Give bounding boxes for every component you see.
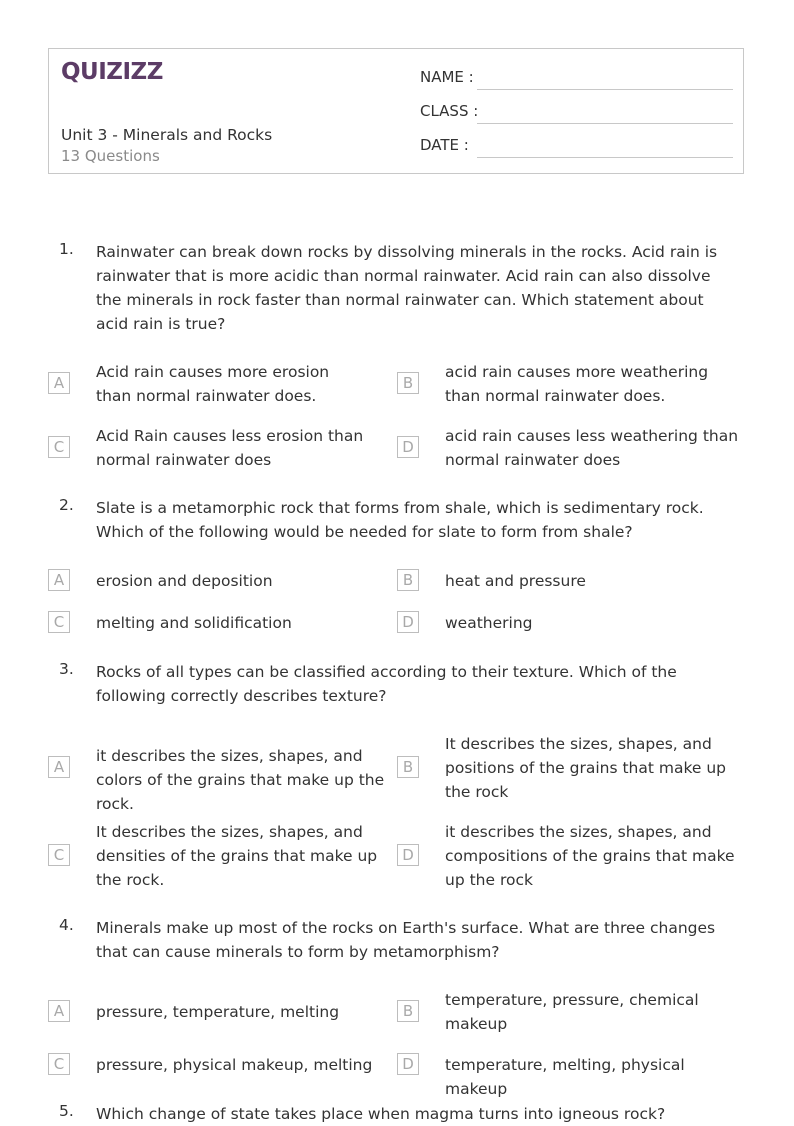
- option-letter-box: B: [397, 1000, 419, 1022]
- option-text: Acid rain causes more erosion than normal rainwater does.: [96, 363, 330, 405]
- class-label: CLASS :: [420, 102, 479, 120]
- worksheet-title: Unit 3 - Minerals and Rocks: [61, 126, 273, 144]
- question-text: Minerals make up most of the rocks on Earth's surface. What are three changes that can cause minerals to form by metamorphism?: [96, 919, 716, 961]
- question-number: 4.: [59, 916, 74, 934]
- option-letter-box: C: [48, 844, 70, 866]
- option-text: acid rain causes less weathering than normal rainwater does: [445, 427, 739, 469]
- option-text: temperature, pressure, chemical makeup: [445, 991, 699, 1033]
- question-number: 1.: [59, 240, 74, 258]
- option-text: melting and solidification: [96, 614, 292, 632]
- option-text: temperature, melting, physical makeup: [445, 1056, 685, 1098]
- quizizz-logo: QUIZIZZ: [61, 59, 163, 85]
- option-letter-box: A: [48, 569, 70, 591]
- option-letter-box: D: [397, 611, 419, 633]
- option-text: erosion and deposition: [96, 572, 273, 590]
- option-text: acid rain causes more weathering than normal rainwater does.: [445, 363, 709, 405]
- question-text: Which change of state takes place when magma turns into igneous rock?: [96, 1105, 666, 1123]
- option-text: Acid Rain causes less erosion than normal rainwater does: [96, 427, 364, 469]
- option-letter-box: B: [397, 756, 419, 778]
- option-text: It describes the sizes, shapes, and densities of the grains that make up the rock.: [96, 823, 378, 889]
- question-number: 5.: [59, 1102, 74, 1120]
- date-line[interactable]: [477, 157, 733, 158]
- option-text: heat and pressure: [445, 572, 586, 590]
- option-text: it describes the sizes, shapes, and colors of the grains that make up the rock.: [96, 747, 385, 813]
- option-letter-box: A: [48, 756, 70, 778]
- date-label: DATE :: [420, 136, 469, 154]
- option-letter-box: C: [48, 436, 70, 458]
- name-line[interactable]: [477, 89, 733, 90]
- question-text: Rocks of all types can be classified according to their texture. Which of the following correctly describes texture?: [96, 663, 677, 705]
- option-text: it describes the sizes, shapes, and compositions of the grains that make up the rock: [445, 823, 735, 889]
- option-letter-box: C: [48, 1053, 70, 1075]
- worksheet-header: [48, 48, 744, 174]
- option-text: pressure, physical makeup, melting: [96, 1056, 373, 1074]
- option-text: It describes the sizes, shapes, and positions of the grains that make up the rock: [445, 735, 727, 801]
- question-text: Slate is a metamorphic rock that forms from shale, which is sedimentary rock. Which of the following would be needed for slate to form from shale?: [96, 499, 704, 541]
- option-letter-box: A: [48, 372, 70, 394]
- option-letter-box: B: [397, 569, 419, 591]
- question-number: 2.: [59, 496, 74, 514]
- option-letter-box: D: [397, 436, 419, 458]
- name-label: NAME :: [420, 68, 474, 86]
- class-line[interactable]: [477, 123, 733, 124]
- option-letter-box: D: [397, 1053, 419, 1075]
- option-letter-box: D: [397, 844, 419, 866]
- option-text: pressure, temperature, melting: [96, 1003, 340, 1021]
- question-count: 13 Questions: [61, 147, 160, 165]
- question-text: Rainwater can break down rocks by dissolving minerals in the rocks. Acid rain is rainwater that is more acidic than normal rainwater. Acid rain can also dissolve the minerals in rock faster than normal rainwater can. Which statement about acid rain is true?: [96, 243, 718, 333]
- option-text: weathering: [445, 614, 533, 632]
- option-letter-box: A: [48, 1000, 70, 1022]
- option-letter-box: C: [48, 611, 70, 633]
- option-letter-box: B: [397, 372, 419, 394]
- question-number: 3.: [59, 660, 74, 678]
